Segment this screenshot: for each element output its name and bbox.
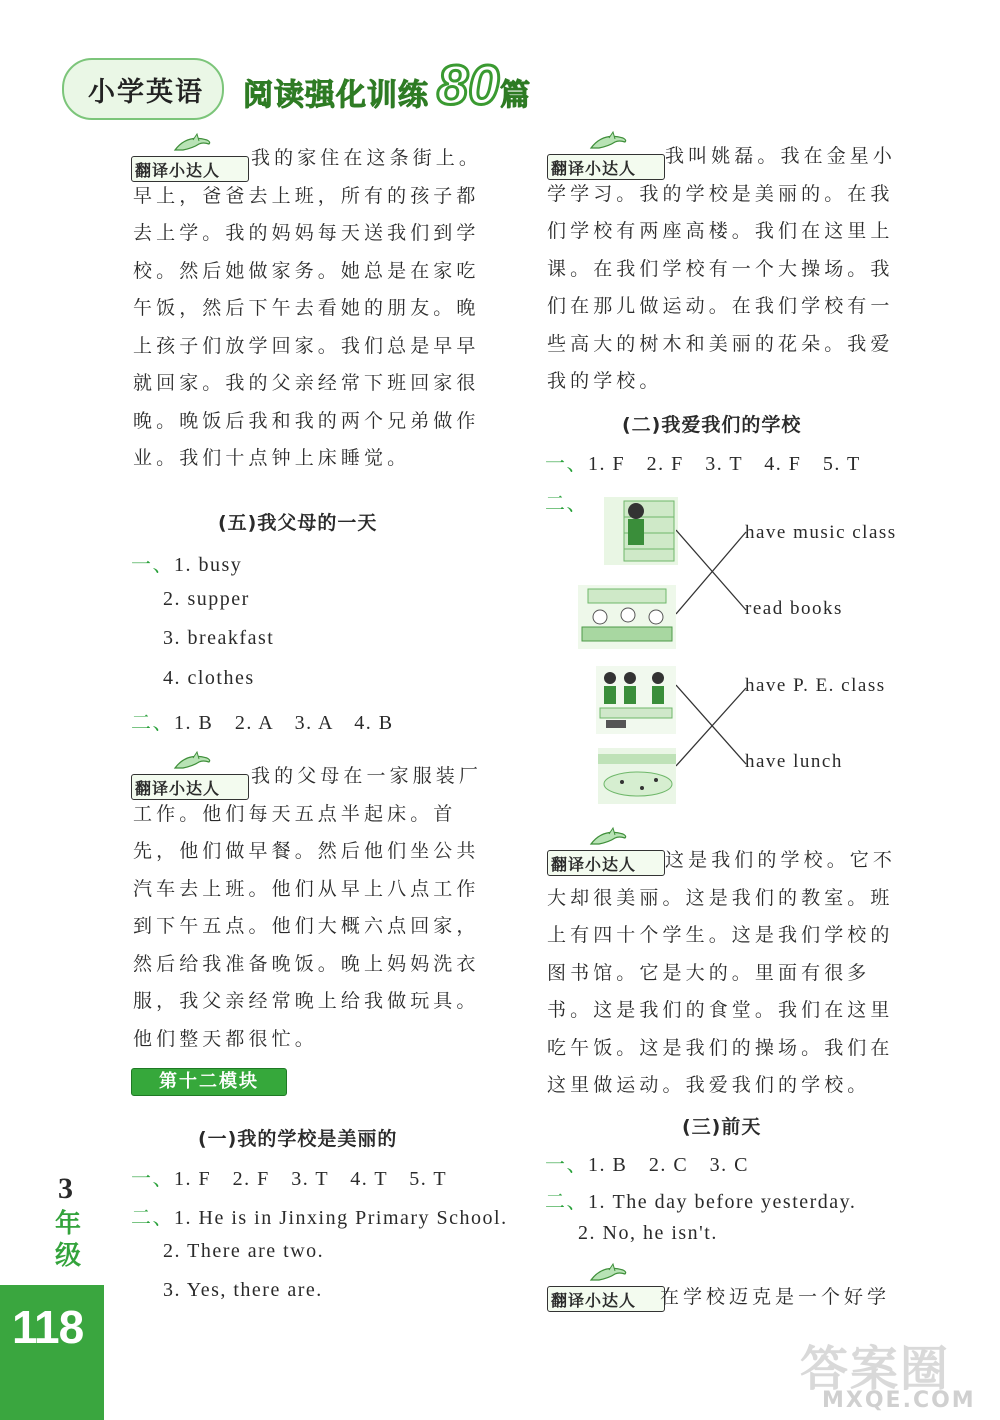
- question-marker: 一、: [131, 552, 174, 576]
- answer-line: [131, 1162, 447, 1191]
- question-marker: 二、: [545, 491, 588, 515]
- translation-paragraph: 这是我们的学校。它不大却很美丽。这是我们的教室。班上有四十个学生。这是我们学校的图书馆。它是大的。里面有很多书。这是我们的食堂。我们在这里吃午饭。这是我们的操场。我们在这里做运动。我爱我们的学校。: [547, 849, 897, 1096]
- badge-label: 翻译小达人: [135, 779, 221, 798]
- answer-text: 1. He is in Jinxing Primary School.: [174, 1207, 508, 1229]
- answer-text: 1. F 2. F 3. T 4. F 5. T: [588, 453, 861, 475]
- question-marker: 一、: [545, 451, 588, 475]
- answer-text: 1. F 2. F 3. T 4. T 5. T: [174, 1168, 448, 1190]
- match-label: have P. E. class: [745, 675, 886, 696]
- classroom-picture: [578, 585, 676, 649]
- dolphin-icon: [589, 1262, 629, 1286]
- grade-number: 3: [58, 1172, 73, 1205]
- match-label: have lunch: [745, 751, 843, 772]
- answer-line: 2. supper: [163, 588, 250, 610]
- book-title: 阅读强化训练: [243, 78, 429, 113]
- library-picture: [604, 497, 678, 565]
- matching-lines: [676, 520, 748, 780]
- match-label: read books: [745, 598, 843, 619]
- playground-picture: [598, 748, 676, 804]
- question-marker: 二、: [131, 1205, 174, 1229]
- answer-line: 4. clothes: [163, 667, 255, 689]
- answer-line: 3. Yes, there are.: [163, 1279, 323, 1301]
- question-marker: 二、: [131, 710, 174, 734]
- series-title: 小学英语: [88, 77, 204, 108]
- section-title: (二)我爱我们的学校: [622, 414, 802, 436]
- match-label: have music class: [745, 522, 897, 543]
- translation-paragraph: 在学校迈克是一个好学: [660, 1286, 891, 1308]
- answer-line: 2. No, he isn't.: [578, 1222, 718, 1244]
- answer-line: [545, 1185, 856, 1214]
- answer-line: 2. There are two.: [163, 1240, 325, 1262]
- section-title: (三)前天: [682, 1116, 762, 1138]
- book-title-number: 80: [437, 53, 500, 116]
- answer-line: [545, 447, 861, 476]
- answer-text: 1. busy: [174, 554, 243, 576]
- answer-line: [131, 1201, 508, 1230]
- question-marker: 一、: [545, 1152, 588, 1176]
- page-number: 118: [12, 1301, 84, 1353]
- translator-badge: [547, 1276, 665, 1310]
- watermark-url: MXQE.COM: [822, 1388, 976, 1413]
- answer-line: [131, 706, 394, 735]
- question-marker: 一、: [131, 1166, 174, 1190]
- translation-paragraph: 我的父母在一家服装厂工作。他们每天五点半起床。首先，他们做早餐。然后他们坐公共汽车去上班。他们从早上八点工作到下午五点。他们大概六点回家，然后给我准备晚饭。晚上妈妈洗衣服，我父亲经常晚上给我做玩具。他们整天都很忙。: [133, 765, 483, 1050]
- answer-text: 1. The day before yesterday.: [588, 1191, 857, 1213]
- badge-label: 翻译小达人: [551, 1291, 637, 1310]
- grade-label: 年级: [55, 1209, 82, 1271]
- translation-paragraph: 我的家住在这条街上。早上，爸爸去上班，所有的孩子都去上学。我的妈妈每天送我们到学校。然后她做家务。她总是在家吃午饭，然后下午去看她的朋友。晚上孩子们放学回家。我们总是早早就回家。我的父亲经常下班回家很晚。晚饭后我和我的两个兄弟做作业。我们十点钟上床睡觉。: [133, 147, 483, 469]
- question-marker: 二、: [545, 1189, 588, 1213]
- watermark-logo: 答案圈: [800, 1341, 951, 1397]
- answer-line: [545, 1148, 749, 1177]
- badge-label: 翻译小达人: [551, 855, 637, 874]
- section-title: (五)我父母的一天: [218, 512, 378, 534]
- answer-text: 1. B 2. C 3. C: [588, 1154, 750, 1176]
- answer-text: 1. B 2. A 3. A 4. B: [174, 712, 394, 734]
- module-banner: 第十二模块: [131, 1068, 287, 1096]
- book-title-suffix: 篇: [500, 78, 530, 113]
- section-title: (一)我的学校是美丽的: [198, 1128, 398, 1150]
- badge-label: 翻译小达人: [551, 159, 637, 178]
- answer-line: [545, 487, 588, 516]
- answer-line: [131, 548, 242, 577]
- canteen-picture: [596, 666, 676, 734]
- answer-line: 3. breakfast: [163, 627, 275, 649]
- translation-paragraph: 我叫姚磊。我在金星小学学习。我的学校是美丽的。在我们学校有两座高楼。我们在这里上课。在我们学校有一个大操场。我们在那儿做运动。在我们学校有一些高大的树木和美丽的花朵。我爱我的学校。: [547, 145, 897, 392]
- badge-label: 翻译小达人: [135, 161, 221, 180]
